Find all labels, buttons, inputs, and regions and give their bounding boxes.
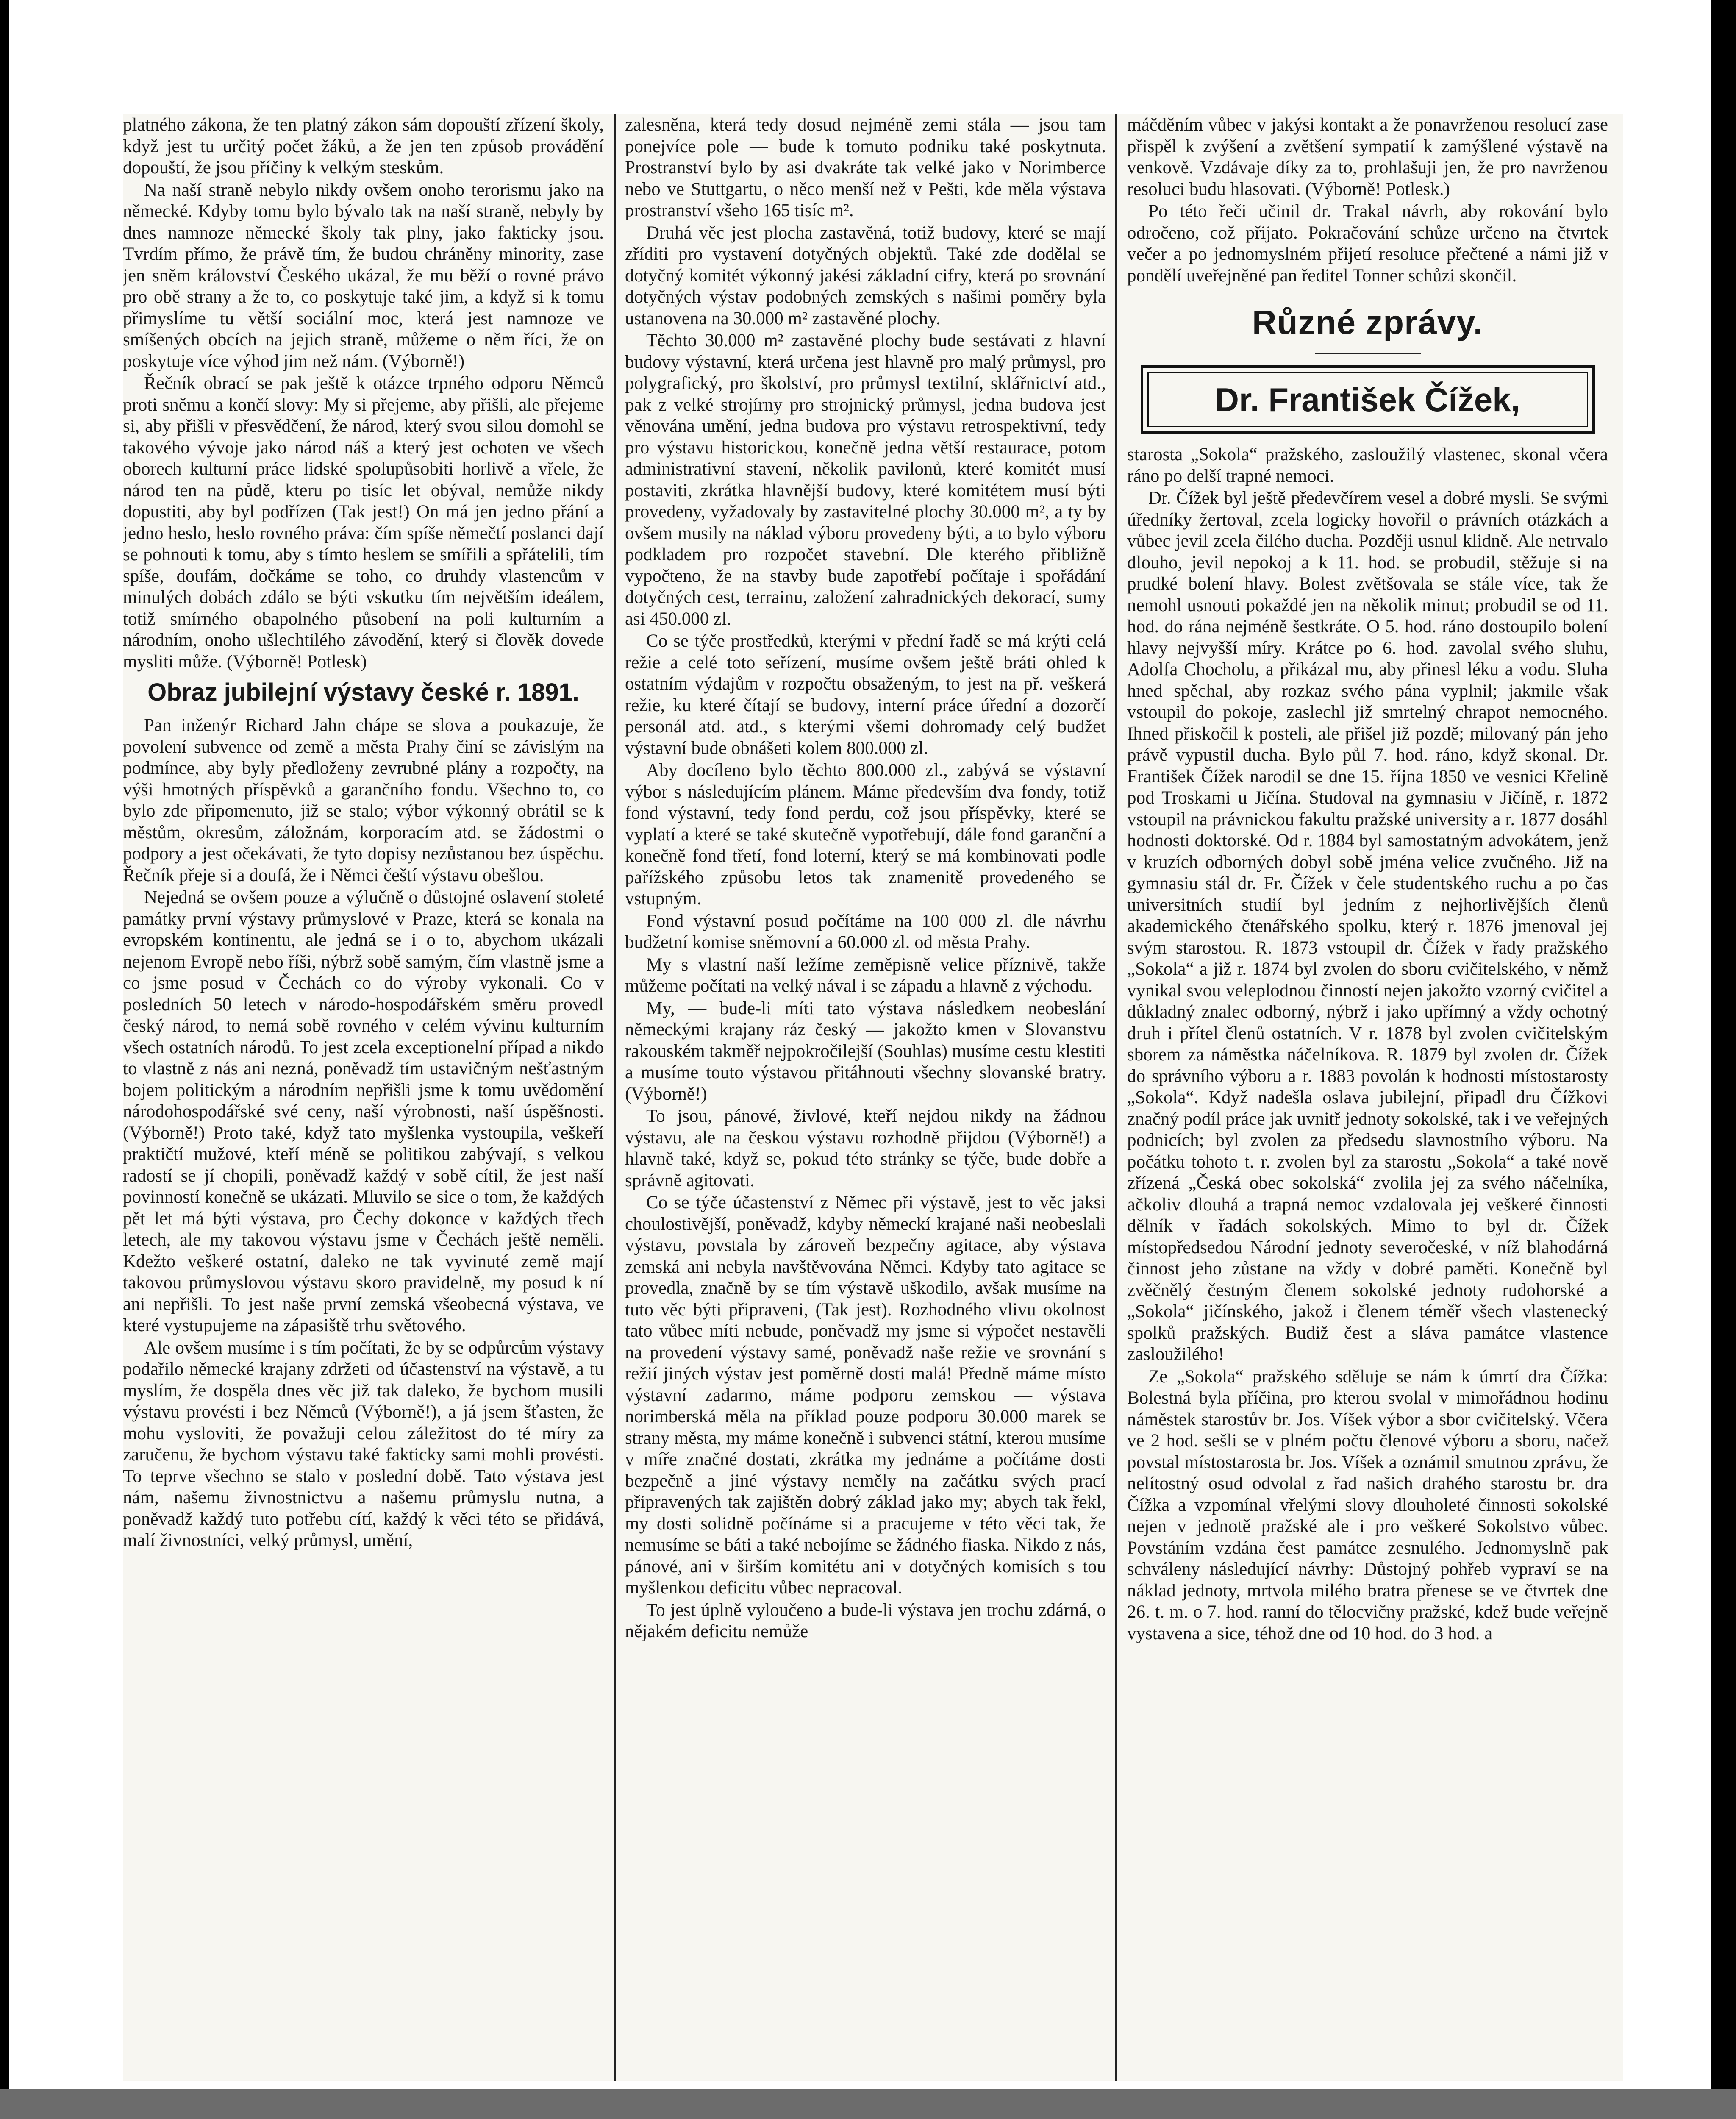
scan-bottom-band <box>0 2089 1736 2119</box>
paragraph: Těchto 30.000 m² zastavěné plochy bude sestávati z hlavní budovy výstavní, která určena jest hlavně pro malý průmysl, pro polygrafický, pro školství, pro průmysl textilní, sklářnictví atd., pak z velké strojírny pro strojnický průmysl, jedna budova jest věnována umění, jedna budova pro výstavu retrospektivní, tedy pro výstavu historickou, konečně jedna větší restaurace, potom administrativní stavení, několik pavilonů, které komitét musí postaviti, zkrátka hlavnější budovy, které komitétem musí býti provedeny, vyžadovaly by zastavitelné plochy 30.000 m², a ty by ovšem musily na náklad výboru provedeny býti, a to bylo výboru podkladem pro rozpočet stavební. Dle kterého přibližně vypočteno, že na stavby bude zapotřebí počítaje i spořádání dotyčných cest, terrainu, založení zahradnických dekorací, sumy asi 450.000 zl. <box>625 331 1106 629</box>
column-rule <box>1115 114 1117 2081</box>
paragraph: To jest úplně vyloučeno a bude-li výstava jen trochu zdárná, o nějakém deficitu nemůže <box>625 1600 1106 1641</box>
paragraph: Na naší straně nebylo nikdy ovšem onoho terorismu jako na německé. Kdyby tomu bylo bývalo tak na naší straně, nebyly by dnes namnoze německé školy tak plny, jako fakticky jsou. Tvrdím přímo, že právě tím, že budou chráněny minority, zase jen sněm království Českého ukázal, že mu běží o rovné právo pro obě strany a že to, co poskytuje také jim, a když si k tomu přimyslíme tu větší sociální moc, která jest namnoze ve smíšených obcích na jejich straně, můžeme o něm říci, že on poskytuje více výhod jim než nám. (Výborně!) <box>123 180 604 371</box>
column-2 <box>625 114 1106 2081</box>
paragraph: Po této řeči učinil dr. Trakal návrh, aby rokování bylo odročeno, což přijato. Pokračování schůze určeno na čtvrtek večer a po jednomyslném přijetí resoluce přečtené a námi již v pondělí uveřejněné pan ředitel Tonner schůzi skončil. <box>1127 201 1608 286</box>
paragraph: To jsou, pánové, živlové, kteří nejdou nikdy na žádnou výstavu, ale na českou výstavu rozhodně přijdou (Výborně!) a hlavně také, když se, pokud této stránky se týče, bude dobře a správně agitovati. <box>625 1106 1106 1190</box>
paragraph: Pan inženýr Richard Jahn chápe se slova a poukazuje, že povolení subvence od země a města Prahy činí se závislým na podmínce, aby byly předloženy zevrubné plány a rozpočty, na výši hmotných příspěvků a garančního fondu. Všechno to, co bylo zde připomenuto, již se stalo; výbor výkonný obrátil se k městům, okresům, záložnám, korporacím atd. se žádostmi o podpory a jest očekávati, že tyto dopisy nezůstanou bez úspěchu. Řečník přeje si a doufá, že i Němci čeští výstavu obešlou. <box>123 715 604 885</box>
paragraph: My, — bude-li míti tato výstava následkem neobeslání německými krajany ráz český — jakožto kmen v Slovanstvu rakouském takměř nejpokročilejší (Souhlas) musíme cestu klestiti a musíme touto výstavou přitáhnouti všechny slovanské bratry. (Výborně!) <box>625 998 1106 1104</box>
scan-border-right <box>1711 0 1736 2119</box>
paragraph: starosta „Sokola“ pražského, zasloužilý vlastenec, skonal včera ráno po delší trapné nemoci. <box>1127 445 1608 486</box>
paragraph: Ale ovšem musíme i s tím počítati, že by se odpůrcům výstavy podařilo německé krajany zdržeti od účastenství na výstavě, a tu myslím, že dospěla dnes věc již tak daleko, že bychom musili výstavu provésti i bez Němců (Výborně!), a já jsem šťasten, že mohu vysloviti, že považuji celou záležitost do té míry za zaručenu, že bychom výstavu také fakticky sami mohli provésti. To teprve všechno se stalo v poslední době. Tato výstava jest nám, našemu živnostnictvu a našemu průmyslu nutna, a poněvadž každý tuto potřebu cítí, každý k věci této se přidává, malí živnostníci, velký průmysl, umění, <box>123 1338 604 1550</box>
section-title: Různé zprávy. <box>1252 303 1483 341</box>
paragraph: Řečník obrací se pak ještě k otázce trpného odporu Němců proti sněmu a končí slovy: My si přejeme, aby přišli, ale přejeme si, aby přišli v přesvědčení, že národ, který svou silou domohl se takového vývoje jako národ náš a který jest ochoten ve všech oborech kulturní práce lidské spolupůsobiti horlivě a vřele, že národ ten na půdě, kteru po tisíc let obýval, nemůže nikdy dopustiti, aby byl podřízen (Tak jest!) On má jen jedno přání a jedno heslo, heslo rovného práva: čím spíše němečtí poslanci dají se pohnouti k tomu, aby s tímto heslem se smířili a spřátelili, tím spíše, doufám, dočkáme se toho, co druhdy vlastencům v minulých dobách zdálo se býti vskutku tím největším ideálem, totiž smírného obapolného působení na poli kulturním a národním, onoho ušlechtilého závodění, který si člověk dovede mysliti může. (Výborně! Potlesk) <box>123 373 604 672</box>
newspaper-page <box>123 114 1623 2081</box>
obituary-frame <box>1141 365 1595 434</box>
article-heading: Obraz jubilejní výstavy české r. 1891. <box>147 679 579 706</box>
paragraph: Co se týče prostředků, kterými v přední řadě se má krýti celá režie a celé toto seřízení, musíme ovšem ještě bráti ohled k ostatním výdajům v rozpočtu obsaženým, to jest na př. veškerá režie, ku které čítají se budovy, interní práce úřední a dozorčí personál atd. atd., s kterými všemi dohromady celý budžet výstavní bude obnášeti kolem 800.000 zl. <box>625 631 1106 758</box>
obituary-name: Dr. František Čížek, <box>1147 372 1588 427</box>
paragraph: My s vlastní naší ležíme zeměpisně velice příznivě, takže můžeme počítati na velký nával i se západu a hlavně z východu. <box>625 954 1106 996</box>
section-divider <box>1315 353 1421 354</box>
paragraph: Ze „Sokola“ pražského sděluje se nám k úmrtí dra Čížka: Bolestná byla příčina, pro kterou svolal v mimořádnou hodinu náměstek starostův br. Jos. Víšek výbor a sbor cvičitelský. Včera ve 2 hod. sešli se v plném počtu členové výboru a sboru, načež povstal místostarosta br. Jos. Víšek a oznámil smutnou zprávu, že nelítostný osud odvolal z řad našich drahého starostu br. dra Čížka a vzpomínal vřelými slovy dlouholeté činnosti sokolské nejen v jednotě pražské ale i pro veškeré Sokolstvo vůbec. Povstáním vzdána čest památce zesnulého. Jednomyslně pak schváleny následující návrhy: Důstojný pohřeb vypraví se na náklad jednoty, mrtvola milého bratra přenese se ve čtvrtek dne 26. t. m. o 7. hod. ranní do tělocvičny pražské, kdež bude veřejně vystavena a sice, téhož dne od 10 hod. do 3 hod. a <box>1127 1366 1608 1643</box>
paragraph: Druhá věc jest plocha zastavěná, totiž budovy, které se mají zříditi pro vystavení dotyčných objektů. Také zde dodělal se dotyčný komitét výkonný jakési základní cifry, která po srovnání dotyčných výstav podobných zemských s našimi poměry byla ustanovena na 30.000 m² zastavěné plochy. <box>625 222 1106 328</box>
paragraph: zalesněna, která tedy dosud nejméně zemi stála — jsou tam ponejvíce pole — bude k tomuto podniku také poskytnuta. Prostranství bylo by asi dvakráte tak velké jako v Norimberce nebo ve Stuttgartu, o něco menší než v Pešti, kde měla výstava prostranství všeho 165 tisíc m². <box>625 115 1106 220</box>
paragraph: Co se týče účastenství z Němec při výstavě, jest to věc jaksi choulostivější, poněvadž, kdyby německí krajané naši neobeslali výstavu, povstala by zároveň bezpečny agitace, aby výstava zemská ani nebyla navštěvována Němci. Kdyby tato agitace se provedla, značně by se tím výstavě uškodilo, avšak musíme na tuto věc býti připraveni, (Tak jest). Rozhodného vlivu okolnost tato vůbec míti nebude, poněvadž my jsme si výpočet nestavěli na provedení výstavy samé, poněvadž naše režie ve srovnání s režií jiných výstav jest poměrně dosti malá! Předně máme místo výstavní zadarmo, máme podporu zemskou — výstava norimberská měla na příklad pouze podporu 30.000 marek se strany města, my máme konečně i subvenci státní, kterou musíme v míře značné dostati, zkrátka my jednáme a počítáme dosti bezpečně a jiné výstavy neměly na začátku svých prací připravených tak zajištěn dobrý základ jako my; abych tak řekl, my dosti solidně počínáme si a pracujeme v této věci tak, že nemusíme se báti a také nebojíme se žádného fiaska. Nikdo z nás, pánové, ani v širším komitétu ani v dotyčných komisích s tou myšlenkou deficitu vůbec nepracoval. <box>625 1193 1106 1598</box>
paragraph: máčděním vůbec v jakýsi kontakt a že ponavrženou resolucí zase přispěl k zvýšení a zvětšení sympatií k zamýšlené výstavě na venkově. Vzdávaje díky za to, prohlašuji jen, že pro navrženou resoluci budu hlasovati. (Výborně! Potlesk.) <box>1127 115 1608 199</box>
paragraph: Nejedná se ovšem pouze a výlučně o důstojné oslavení stoleté památky první výstavy průmyslové v Praze, která se konala na evropském kontinentu, ale jedná se i o to, abychom ukázali nejenom Evropě nebo říši, nýbrž sobě samým, čím vlastně jsme a co jsme posud v Čechách co do výroby vykonali. Co v posledních 50 letech v národo-hospodářském směru provedl český národ, to nemá sobě rovného v celém vývinu kulturním všech ostatních národů. To jest zcela exceptionelní případ a nikdo to vlastně z nás ani nezná, poněvadž tím ustavičným nešťastným bojem politickým a národním nepřišli jsme k tomu uvědomění národohospodářské své ceny, naší výrobnosti, naší úspěšnosti. (Výborně!) Proto také, když tato myšlenka vystoupila, veškeří praktičtí mužové, kteří méně se politikou zabývají, s velkou radostí se jí chopili, poněvadž každý v sobě cítil, že jest naší povinností konečně se ukázati. Mluvilo se sice o tom, že každých pět let má býti výstava, pro Čechy dokonce v každých třech letech, ale my takovou výstavu jsme v Čechách ještě neměli. Kdežto veškeré ostatní, daleko ne tak vyvinuté země mají takovou průmyslovou výstavu skoro pravidelně, my posud k ní ani nepřišli. To jest naše první zemská všeobecná výstava, ve které vystupujeme na zápasiště trhu světového. <box>123 887 604 1335</box>
column-rule <box>614 114 616 2081</box>
paragraph: Dr. Čížek byl ještě předevčírem vesel a dobré mysli. Se svými úředníky žertoval, zcela logicky hovořil o právních otázkách a vůbec jevil zcela čilého ducha. Později usnul klidně. Ale netrvalo dlouho, jevil nepokoj a k 11. hod. se probudil, stěžuje si na prudké bolení hlavy. Bolest zvětšovala se stále více, tak že nemohl usnouti pokaždé jen na několik minut; probudil se od 11. hod. do rána nejméně šestkráte. O 5. hod. ráno dostoupilo bolení hlavy nejvyšší míry. Krátce po 6. hod. zavolal svého sluhu, Adolfa Chocholu, a přikázal mu, aby přinesl léku a vodu. Sluha hned spěchal, aby rozkaz svého pána vyplnil; jakmile však vstoupil do pokoje, zaslechl již smrtelný chrapot nemocného. Ihned přiskočil k posteli, ale přišel již pozdě; milovaný pán jeho právě vypustil ducha. Bylo půl 7. hod. ráno, když skonal. Dr. František Čížek narodil se dne 15. října 1850 ve vesnici Křelině pod Troskami u Jičína. Studoval na gymnasiu v Jičíně, r. 1872 vstoupil na právnickou fakultu pražské university a r. 1877 dosáhl hodnosti doktorské. Od r. 1884 byl samostatným advokátem, jenž v kruzích odborných dobyl sobě jména velice zvučného. Již na gymnasiu stál dr. Fr. Čížek v čele studentského ruchu a po čas universitních studií byl jedním z nejhorlivějších členů akademického čtenářského spolku, který r. 1876 jmenoval jej svým starostou. R. 1873 vstoupil dr. Čížek v řady pražského „Sokola“ a již r. 1874 byl zvolen do sboru cvičitelského, v němž vynikal svou veleplodnou činností nejen jakožto vzorný cvičitel a důkladný znalec odborný, nýbrž i jako upřímný a vždy ochotný druh i přítel členů ostatních. V r. 1878 byl zvolen cvičitelským sborem za náměstka náčelníkova. R. 1879 byl zvolen dr. Čížek do správního výboru a r. 1883 povolán k hodnosti místostarosty „Sokola“. Když nadešla oslava jubilejní, připadl dru Čížkovi značný podíl práce jak uvnitř jednoty sokolské, tak i ve veřejných podnicích; byl zvolen za předsedu slavnostního výboru. Na počátku tohoto t. r. zvolen byl za starostu „Sokola“ a také nově zřízená „Česká obec sokolská“ zvolila jej za svého náčelníka, ačkoliv dlouhá a trapná nemoc vzdalovala jej veškeré činnosti dělník v řadách sokolských. Mimo to byl dr. Čížek místopředsedou Národní jednoty severočeské, v níž blahodárná činnost jeho zůstane na vždy v dobré paměti. Konečně byl zvěčnělý čestným členem sokolské jednoty rudohorské a „Sokola“ jičínského, jakož i členem téměř všech vlastenecký spolků pražských. Budiž čest a sláva památce vlastence zasloužilého! <box>1127 488 1608 1364</box>
paragraph: Aby docíleno bylo těchto 800.000 zl., zabývá se výstavní výbor s následujícím plánem. Máme především dva fondy, totiž fond výstavní, tedy fond perdu, což jsou příspěvky, které se vyplatí a které se také skutečně vypotřebují, dále fond garanční a konečně fond třetí, fond loterní, který se má kombinovati podle pařížského způsobu letos tak znamenitě provedeného se vstupným. <box>625 760 1106 909</box>
paragraph: platného zákona, že ten platný zákon sám dopouští zřízení školy, když jest tu určitý počet žáků, a že jen ten způsob provádění dopouští, že jsou příčiny k velkým steskům. <box>123 115 604 178</box>
scan-border-left <box>0 0 9 2119</box>
column-1 <box>123 114 604 2081</box>
column-3 <box>1127 114 1608 2081</box>
paragraph: Fond výstavní posud počítáme na 100 000 zl. dle návrhu budžetní komise sněmovní a 60.000 zl. od města Prahy. <box>625 911 1106 952</box>
